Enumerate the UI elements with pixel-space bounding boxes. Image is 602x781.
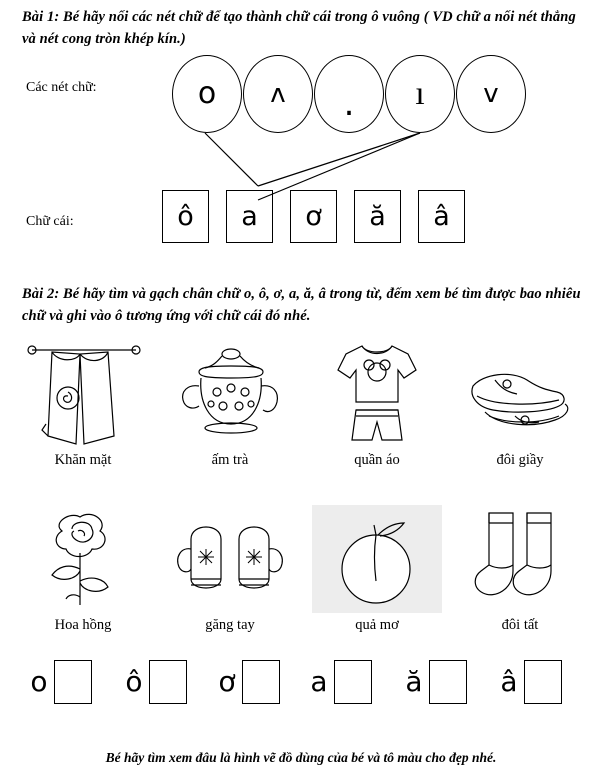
clothes-icon	[312, 340, 442, 448]
shoes-icon	[455, 340, 585, 448]
letter-box-3[interactable]	[354, 190, 401, 243]
teapot-icon	[165, 340, 295, 448]
picture-caption: ấm trà	[211, 452, 249, 468]
answer-box[interactable]	[149, 660, 187, 704]
answer-letter: ô	[125, 665, 143, 698]
picture-caption: quần áo	[354, 452, 400, 468]
rose-icon	[18, 505, 148, 613]
answer-item-a-circumflex	[500, 660, 562, 704]
footer-note: Bé hãy tìm xem đâu là hình vẽ đồ dùng của bé và tô màu cho đẹp nhé.	[105, 750, 497, 765]
letter-glyph-0: ô	[177, 201, 194, 232]
stroke-ellipse-3[interactable]	[385, 55, 455, 133]
answer-letter: a	[310, 665, 328, 698]
picture-caption: đôi giầy	[496, 452, 544, 468]
apricot-icon	[312, 505, 442, 613]
picture-caption: đôi tất	[501, 617, 539, 633]
picture-caption: Khăn mặt	[54, 452, 112, 468]
socks-icon	[455, 505, 585, 613]
stroke-glyph-3: ı	[415, 75, 425, 112]
letter-glyph-2: ơ	[305, 201, 322, 232]
answer-box[interactable]	[242, 660, 280, 704]
stroke-glyph-0: o	[197, 76, 217, 111]
towel-icon	[18, 340, 148, 448]
stroke-ellipse-0[interactable]	[172, 55, 242, 133]
picture-cell-towel	[18, 340, 148, 469]
answer-box[interactable]	[334, 660, 372, 704]
answer-letter: ă	[405, 665, 423, 698]
stroke-ellipse-4[interactable]	[456, 55, 526, 133]
letter-box-2[interactable]	[290, 190, 337, 243]
stroke-glyph-2: .	[343, 84, 355, 124]
mittens-icon	[165, 505, 295, 613]
letter-glyph-4: â	[433, 201, 450, 232]
answer-item-o	[30, 660, 92, 704]
answer-letter: o	[30, 665, 48, 698]
picture-cell-socks	[455, 505, 585, 634]
letters-label: Chữ cái:	[26, 214, 74, 229]
picture-caption: găng tay	[205, 617, 255, 633]
stroke-glyph-4: v	[483, 79, 499, 109]
answer-letter: â	[500, 665, 518, 698]
letter-glyph-1: a	[241, 201, 258, 232]
stroke-glyph-1: ʌ	[270, 79, 286, 109]
letter-box-4[interactable]	[418, 190, 465, 243]
letter-box-1[interactable]	[226, 190, 273, 243]
answer-item-o-horn	[218, 660, 280, 704]
answer-box[interactable]	[429, 660, 467, 704]
answer-item-a	[310, 660, 372, 704]
stroke-ellipse-2[interactable]	[314, 55, 384, 133]
picture-cell-shoes	[455, 340, 585, 469]
answer-letter: ơ	[218, 665, 236, 698]
answer-box[interactable]	[524, 660, 562, 704]
letter-box-0[interactable]	[162, 190, 209, 243]
picture-cell-rose	[18, 505, 148, 634]
answer-item-o-circumflex	[125, 660, 187, 704]
letter-glyph-3: ă	[369, 201, 386, 232]
picture-caption: quả mơ	[355, 617, 399, 633]
picture-cell-mittens	[165, 505, 295, 634]
exercise2-instruction: Bài 2: Bé hãy tìm và gạch chân chữ o, ô, ơ, a, ă, â trong từ, đếm xem bé tìm được bao nhiêu chữ và ghi vào ô tương ứng với chữ cái đó nhé.	[22, 286, 581, 325]
stroke-ellipse-1[interactable]	[243, 55, 313, 133]
picture-cell-apricot	[312, 505, 442, 634]
answer-box[interactable]	[54, 660, 92, 704]
strokes-label: Các nét chữ:	[26, 80, 97, 95]
picture-cell-teapot	[165, 340, 295, 469]
exercise1-instruction: Bài 1: Bé hãy nối các nét chữ để tạo thành chữ cái trong ô vuông ( VD chữ a nối nét thẳng và nét cong tròn khép kín.)	[22, 9, 576, 48]
answer-item-a-breve	[405, 660, 467, 704]
picture-cell-clothes	[312, 340, 442, 469]
picture-caption: Hoa hồng	[54, 617, 112, 633]
